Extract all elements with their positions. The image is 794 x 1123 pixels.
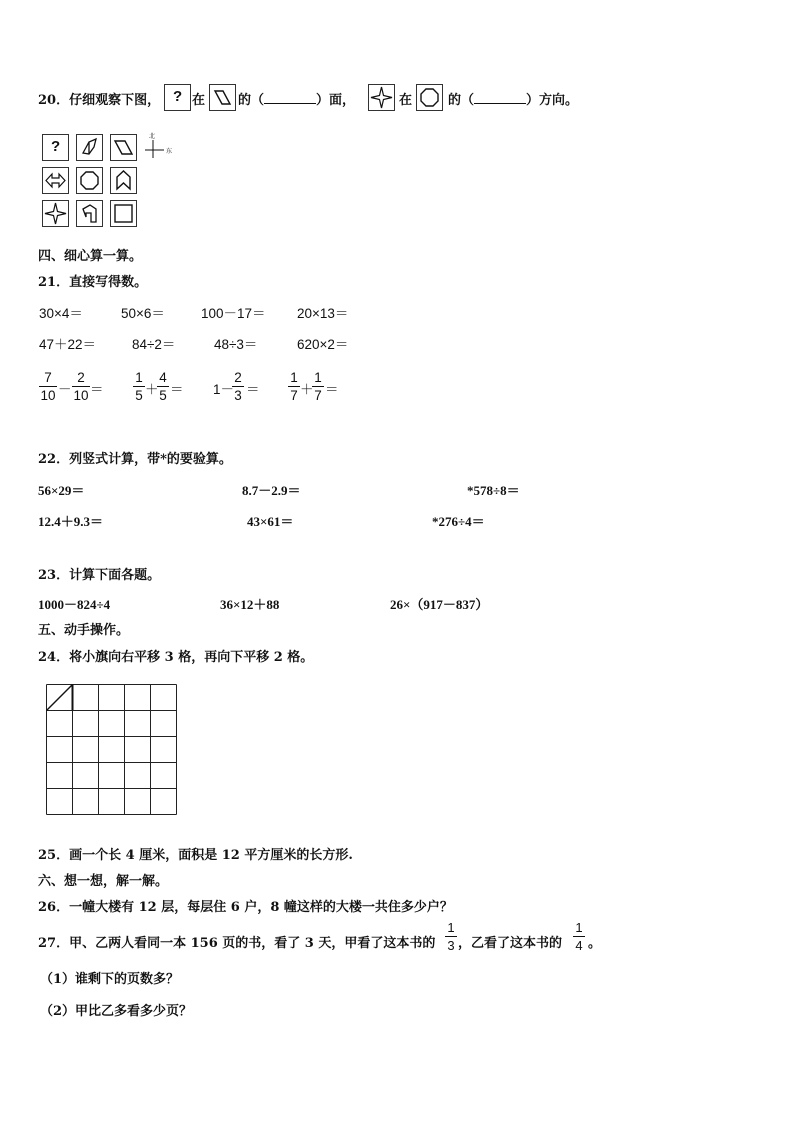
octagon-icon: [76, 167, 103, 194]
four-point-star-icon: [368, 84, 395, 111]
q21-title: 21．直接写得数。: [38, 275, 148, 290]
q23-item-2: 36×12＋88: [220, 597, 280, 612]
compass-east-label: 东: [166, 148, 173, 155]
q20-close-1: ）面，: [316, 93, 356, 108]
bent-shape-icon: [76, 134, 103, 161]
pentagon-arch-icon: [110, 167, 137, 194]
q23-item-3: 26×（917－837）: [390, 597, 489, 612]
fraction: 2 3: [232, 370, 244, 403]
q26-title: 26．一幢大楼有 12 层，每层住 6 户，8 幢这样的大楼一共住多少户？: [38, 900, 453, 915]
q20-lead: 仔细观察下图，: [69, 93, 161, 108]
double-arrow-icon: [42, 167, 69, 194]
q23-title: 23．计算下面各题。: [38, 568, 161, 583]
square-icon: [110, 200, 137, 227]
q22-r2-3: *276÷4＝: [432, 514, 485, 529]
curved-hook-icon: [76, 200, 103, 227]
q20-number: 20．: [38, 93, 70, 108]
octagon-icon: [416, 84, 443, 111]
q27-sub1: （1）谁剩下的页数多？: [40, 972, 180, 987]
q20-of-2: 的（: [448, 93, 475, 108]
question-mark-glyph: ?: [173, 88, 183, 105]
q22-r2-1: 12.4＋9.3＝: [38, 514, 104, 529]
fraction: 7 10: [40, 370, 56, 403]
q21-r2-4: 620×2＝: [297, 337, 349, 352]
q22-r2-2: 43×61＝: [247, 514, 294, 529]
fraction: 2 10: [73, 370, 89, 403]
question-mark-glyph: ?: [51, 138, 61, 155]
q22-title: 22．列竖式计算，带*的要验算。: [38, 452, 232, 467]
equals: ＝: [325, 382, 339, 397]
q20-in-1: 在: [192, 93, 206, 108]
q20-of-1: 的（: [238, 93, 265, 108]
compass-north-label: 北: [149, 133, 156, 140]
q21-r1-2: 50×6＝: [121, 306, 165, 321]
equals: ＝: [90, 382, 104, 397]
q21-r1-4: 20×13＝: [297, 306, 349, 321]
question-mark-icon: [164, 84, 191, 111]
parallelogram-icon: [110, 134, 137, 161]
q21-r1-1: 30×4＝: [39, 306, 83, 321]
q27-sub2: （2）甲比乙多看多少页？: [40, 1004, 193, 1019]
q20-line: [38, 89, 160, 108]
q22-r1-2: 8.7－2.9＝: [242, 483, 301, 498]
answer-blank-1[interactable]: [264, 92, 316, 104]
q21-r2-3: 48÷3＝: [214, 337, 258, 352]
q21-r1-3: 100－17＝: [201, 306, 266, 321]
fraction: 1 7: [312, 370, 324, 403]
q22-r1-1: 56×29＝: [38, 483, 85, 498]
fraction: 1 7: [288, 370, 300, 403]
q21-r2-2: 84÷2＝: [132, 337, 176, 352]
section4-title: 四、细心算一算。: [38, 249, 143, 264]
fraction: 4 5: [157, 370, 169, 403]
section6-title: 六、想一想，解一解。: [38, 874, 169, 889]
q27-mid: ，乙看了这本书的: [458, 936, 563, 951]
q21-r2-1: 47＋22＝: [39, 337, 97, 352]
translation-grid[interactable]: [46, 684, 178, 816]
operator: －: [58, 382, 72, 397]
q24-title: 24．将小旗向右平移 3 格，再向下平移 2 格。: [38, 650, 314, 665]
operator: ＋: [300, 382, 314, 397]
operator: ＋: [145, 382, 159, 397]
fraction: 1 5: [133, 370, 145, 403]
whole-minus: 1－: [213, 382, 235, 397]
compass-icon: [142, 134, 172, 160]
q23-item-1: 1000－824÷4: [38, 597, 111, 612]
question-mark-icon: [42, 134, 69, 161]
q27-lead: 27．甲、乙两人看同一本 156 页的书，看了 3 天，甲看了这本书的: [38, 936, 436, 951]
answer-blank-2[interactable]: [474, 92, 526, 104]
q20-blank2-line: [448, 89, 578, 108]
q25-title: 25．画一个长 4 厘米，面积是 12 平方厘米的长方形.: [38, 848, 353, 863]
q20-in-2: 在: [399, 93, 413, 108]
q27-end: 。: [588, 936, 602, 951]
section5-title: 五、动手操作。: [38, 623, 130, 638]
q22-r1-3: *578÷8＝: [467, 483, 520, 498]
fraction: 1 3: [445, 920, 457, 953]
fraction: 1 4: [573, 920, 585, 953]
four-point-star-icon: [42, 200, 69, 227]
parallelogram-icon: [209, 84, 236, 111]
flag-icon: [47, 685, 73, 711]
equals: ＝: [170, 382, 184, 397]
q20-blank1-line: [238, 89, 355, 108]
equals: ＝: [246, 382, 260, 397]
q20-close-2: ）方向。: [526, 93, 579, 108]
